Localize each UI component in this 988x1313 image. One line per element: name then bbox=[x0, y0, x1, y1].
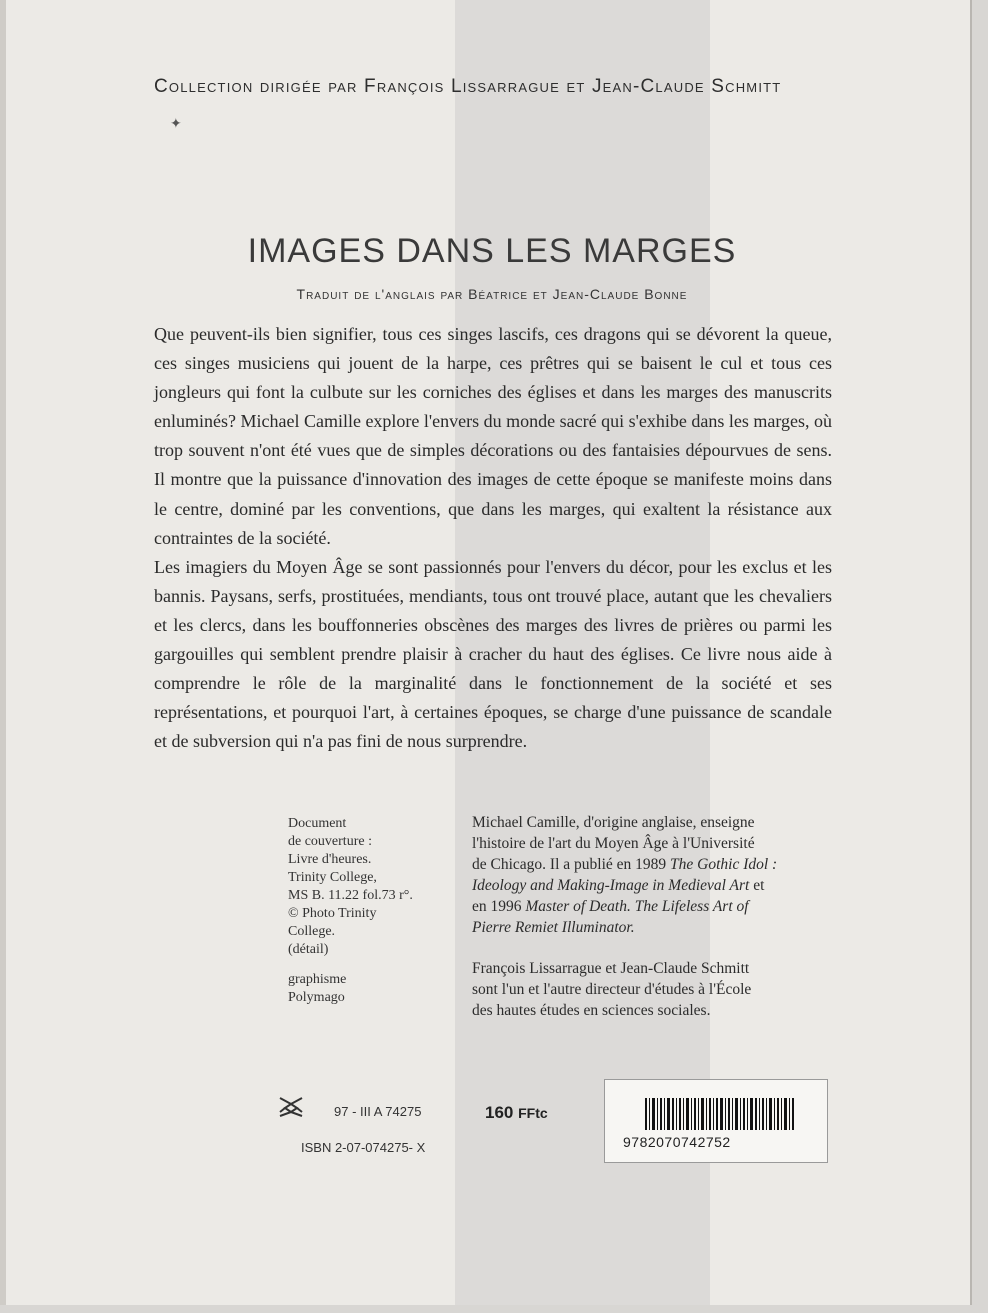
bio-line bbox=[472, 919, 635, 936]
book-title-gothic-idol: The Gothic Idol : bbox=[670, 856, 778, 873]
bio-line bbox=[472, 877, 764, 894]
bio-line: l'histoire de l'art du Moyen Âge à l'Université bbox=[472, 835, 755, 852]
bio-line: des hautes études en sciences sociales. bbox=[472, 1002, 711, 1019]
translator-line: Traduit de l'anglais par Béatrice et Jean-Claude Bonne bbox=[296, 286, 688, 302]
book-title-master-of-death-cont: Pierre Remiet Illuminator. bbox=[472, 919, 635, 936]
author-bio bbox=[472, 812, 832, 1021]
bio-paragraph-1 bbox=[472, 812, 832, 938]
reference-number: 97 - III A 74275 bbox=[334, 1104, 422, 1119]
bio-text: et bbox=[749, 877, 765, 894]
barcode-number: 9782070742752 bbox=[623, 1134, 731, 1150]
book-title-master-of-death: Master of Death. The Lifeless Art of bbox=[525, 898, 749, 915]
barcode-label bbox=[604, 1079, 828, 1163]
graphisme-label: graphisme bbox=[288, 972, 347, 987]
publisher-logo-icon bbox=[276, 1092, 306, 1122]
blurb-paragraph-1: Que peuvent-ils bien signifier, tous ces singes lascifs, ces dragons qui se dévorent la queue, ces singes musiciens qui jouent de la harpe, ces prêtres qui se baisent le cul et tous ces jongleurs qui font la culbute sur les corniches des églises et dans les marges des manuscrits enluminés? Michael Camille explore l'envers du monde sacré qui s'exhibe dans les marges, où trop souvent n'ont été vues que de simples décorations ou des fantaisies dépourvues de sens. Il montre que la puissance d'innovation des images de cette époque se manifeste moins dans le centre, dominé par les conventions, que dans les marges, qui exaltent la résistance aux contraintes de la société. bbox=[154, 324, 832, 548]
book-title: IMAGES DANS LES MARGES bbox=[247, 232, 737, 270]
ink-speck: ✦ bbox=[170, 117, 182, 132]
bio-line bbox=[472, 898, 749, 915]
cover-credits bbox=[288, 815, 458, 1007]
collection-line: Collection dirigée par François Lissarrague et Jean-Claude Schmitt bbox=[154, 76, 782, 97]
bio-line: sont l'un et l'autre directeur d'études à l'École bbox=[472, 981, 752, 998]
credit-line: Livre d'heures. bbox=[288, 852, 372, 867]
bio-line: François Lissarrague et Jean-Claude Schmitt bbox=[472, 960, 750, 977]
bio-line: Michael Camille, d'origine anglaise, enseigne bbox=[472, 814, 755, 831]
blurb-paragraph-2: Les imagiers du Moyen Âge se sont passionnés pour l'envers du décor, pour les exclus et les bannis. Paysans, serfs, prostituées, mendiants, tous ont trouvé place, autant que les chevaliers et les clercs, dans les bouffonneries obscènes des marges des livres de prières ou parmi les gargouilles qui semblent prendre plaisir à cracher du haut des églises. Ce livre nous aide à comprendre le rôle de la marginalité dans le fonctionnement de la société et ses représentations, et pourquoi l'art, à certaines époques, se charge d'une puissance de scandale et de subversion qui n'a pas fini de nous surprendre. bbox=[154, 556, 832, 752]
price-value: 160 bbox=[485, 1103, 514, 1122]
credit-line: (détail) bbox=[288, 942, 329, 957]
credit-line: de couverture : bbox=[288, 834, 372, 849]
bio-text: en 1996 bbox=[472, 898, 526, 915]
credit-line: Document bbox=[288, 816, 347, 831]
graphisme-name: Polymago bbox=[288, 990, 345, 1005]
isbn: ISBN 2-07-074275- X bbox=[301, 1140, 426, 1155]
credit-line: MS B. 11.22 fol.73 r°. bbox=[288, 888, 413, 903]
blurb bbox=[154, 320, 832, 756]
book-title-gothic-idol-cont: Ideology and Making-Image in Medieval Art bbox=[472, 877, 750, 894]
credit-line: College. bbox=[288, 924, 336, 939]
credit-line: Trinity College, bbox=[288, 870, 377, 885]
bio-paragraph-2 bbox=[472, 958, 832, 1021]
barcode-icon bbox=[645, 1098, 795, 1130]
price-unit: FFtc bbox=[518, 1105, 548, 1121]
cover-left-edge bbox=[0, 0, 6, 1305]
bio-text: de Chicago. Il a publié en 1989 bbox=[472, 856, 671, 873]
credit-line: © Photo Trinity bbox=[288, 906, 377, 921]
price bbox=[485, 1103, 548, 1123]
bio-line bbox=[472, 856, 777, 873]
